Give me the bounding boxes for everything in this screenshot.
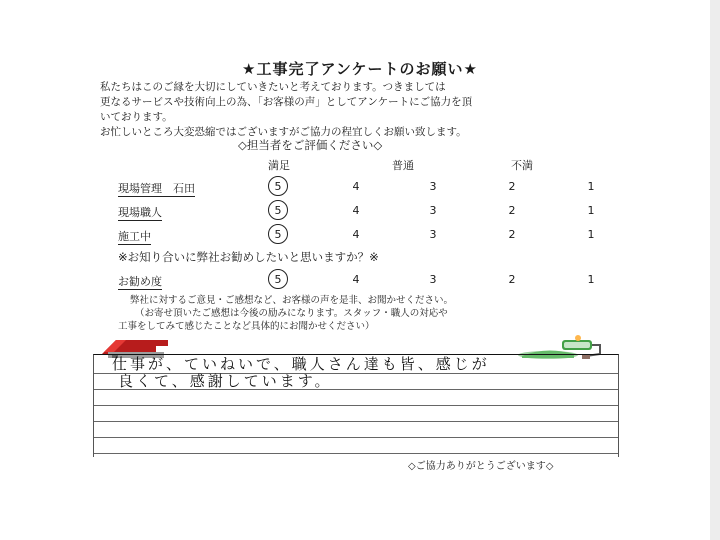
recommend-heading: ※お知り合いに弊社お勧めしたいと思いますか？※ — [118, 250, 379, 264]
score-2: 2 — [508, 180, 516, 193]
score-4: 4 — [352, 228, 360, 241]
comment-note-2: （お寄せ頂いたご感想は今後の励みになります。スタッフ・職人の対応や — [135, 308, 448, 319]
comment-note-1: 弊社に対するご意見・ご感想など、お客様の声を是非、お聞かせください。 — [130, 295, 454, 306]
selected-score-circle: 5 — [268, 269, 288, 289]
score-3: 3 — [429, 228, 437, 241]
header-neutral: 普通 — [392, 159, 414, 172]
selected-score-circle: 5 — [268, 200, 288, 220]
score-4: 4 — [352, 273, 360, 286]
score-4: 4 — [352, 180, 360, 193]
staff-heading: ◇担当者をご評価ください◇ — [238, 138, 383, 152]
page-title: ★工事完了アンケートのお願い★ — [242, 60, 478, 78]
rating-label-recommend: お勧め度 — [118, 275, 162, 288]
comment-note-3: 工事をしてみて感じたことなど具体的にお聞かせください） — [118, 321, 375, 332]
score-2: 2 — [508, 228, 516, 241]
rating-label-craftsman: 現場職人 — [118, 206, 162, 219]
score-1: 1 — [587, 180, 595, 193]
scan-edge — [710, 0, 720, 540]
header-satisfied: 満足 — [268, 159, 290, 172]
intro-line-1: 私たちはこのご縁を大切にしていきたいと考えております。つきましては — [100, 81, 446, 93]
rating-label-during-work: 施工中 — [118, 230, 151, 243]
footer-thanks: ◇ご協力ありがとうございます◇ — [408, 461, 554, 472]
score-1: 1 — [587, 204, 595, 217]
selected-score-circle: 5 — [268, 224, 288, 244]
score-3: 3 — [429, 204, 437, 217]
score-1: 1 — [587, 273, 595, 286]
intro-line-2: 更なるサービスや技術向上の為、「お客様の声」としてアンケートにご協力を頂 — [100, 96, 473, 108]
rating-label-site-manager: 現場管理 石田 — [118, 182, 195, 195]
score-1: 1 — [587, 228, 595, 241]
score-3: 3 — [429, 180, 437, 193]
score-2: 2 — [508, 204, 516, 217]
handwritten-line-1: 仕事が、ていねいで、職人さん達も皆、感じが — [112, 355, 490, 373]
intro-line-4: お忙しいところ大変恐縮ではございますがご協力の程宜しくお願い致します。 — [100, 126, 467, 138]
score-4: 4 — [352, 204, 360, 217]
handwritten-line-2: 良くて、感謝しています。 — [118, 372, 333, 390]
selected-score-circle: 5 — [268, 176, 288, 196]
score-2: 2 — [508, 273, 516, 286]
header-dissatisfied: 不満 — [511, 159, 533, 172]
score-3: 3 — [429, 273, 437, 286]
intro-line-3: いております。 — [100, 111, 173, 123]
